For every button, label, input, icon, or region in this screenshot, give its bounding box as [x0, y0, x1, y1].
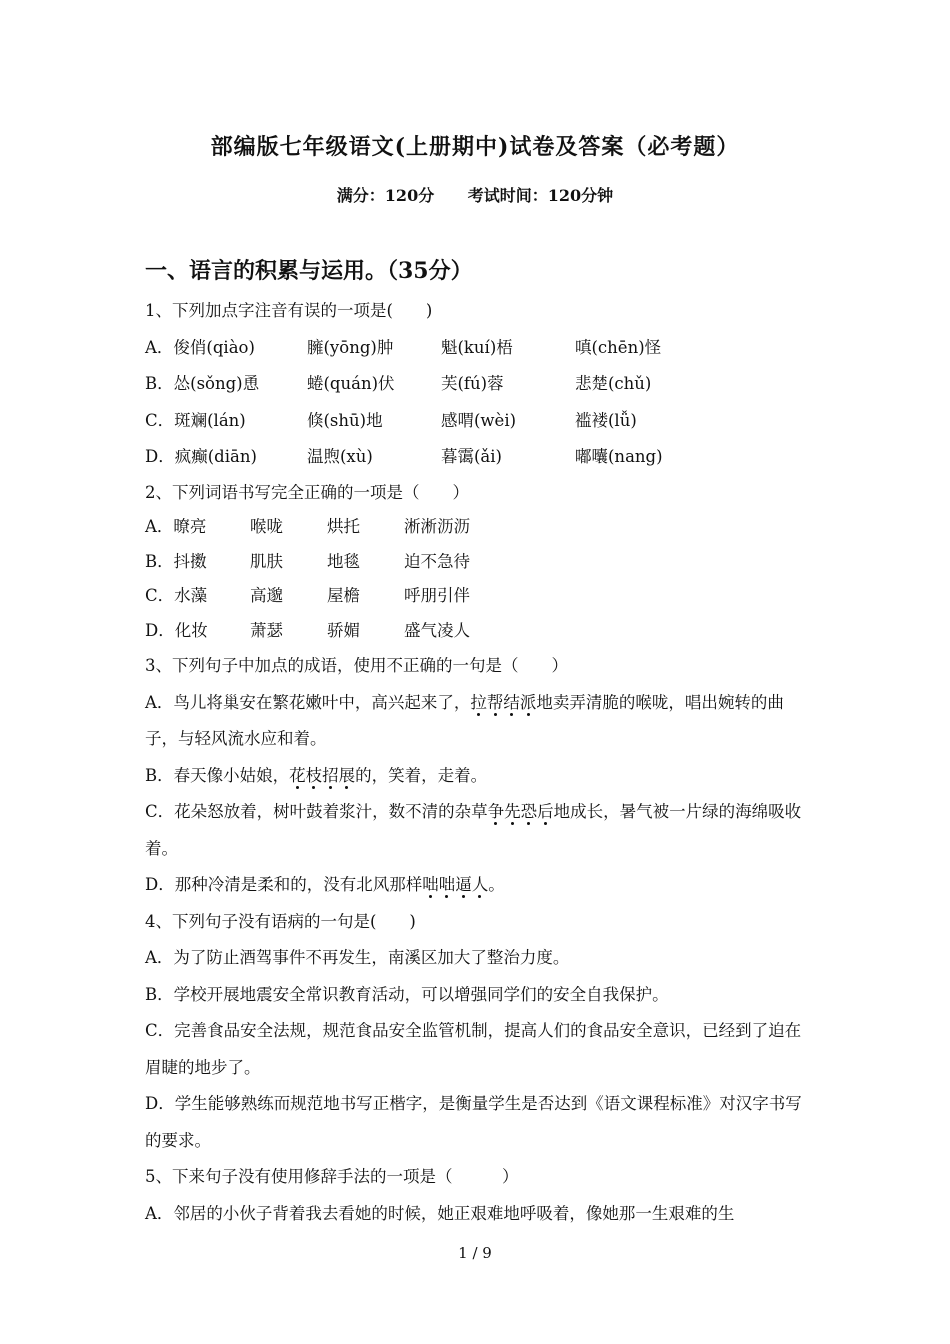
q1-d-4: 嘟囔(nang): [575, 447, 663, 466]
q1-d-2: 温煦(xù): [307, 447, 373, 466]
q3-a-text-1: A．鸟儿将巢安在繁花嫩叶中，高兴起来了，: [145, 692, 471, 712]
q3-b-idiom: [289, 766, 355, 785]
q2-option-c: [145, 579, 810, 614]
q3-a-idiom: [470, 693, 536, 712]
q2-b-4: 迫不急待: [404, 551, 470, 571]
dotted-char: 结: [503, 692, 520, 712]
q2-a-4: 淅淅沥沥: [404, 517, 470, 536]
q2-b-2: 肌肤: [250, 551, 283, 571]
q1-c-3: 感喟(wèi): [441, 410, 517, 430]
dotted-char: 枝: [305, 765, 323, 785]
q2-option-a: [145, 510, 810, 545]
questions: [145, 293, 810, 1232]
q2-b-3: 地毯: [327, 551, 360, 571]
q1-b-1: B．怂(sǒng)恿: [145, 374, 260, 393]
dotted-char: 招: [322, 765, 339, 785]
q2-c-4: 呼朋引伴: [404, 586, 470, 605]
q3-b-text-2: 的，笑着，走着。: [355, 765, 488, 785]
q2-stem: 2、下列词语书写完全正确的一项是（ ）: [145, 482, 469, 502]
q4-option-b: B．学校开展地震安全常识教育活动，可以增强同学们的安全自我保护。: [145, 984, 669, 1004]
q1-d-3: 暮霭(ǎi): [441, 447, 502, 466]
dotted-char: 咄: [422, 875, 439, 894]
q2-d-3: 骄媚: [327, 620, 360, 640]
dotted-char: 帮: [486, 692, 504, 712]
q1-option-d: [145, 439, 810, 476]
q3-option-c: [145, 794, 810, 867]
q1-option-c: [145, 403, 810, 440]
page-title: 部编版七年级语文(上册期中)试卷及答案（必考题）: [210, 134, 740, 160]
page-number: 1 / 9: [458, 1244, 492, 1262]
q2-a-3: 烘托: [327, 517, 360, 536]
q3-a-text-2: 地卖弄清脆的喉咙，唱出婉转的曲子，与轻风流水应和着。: [145, 692, 784, 748]
q3-d-idiom: [422, 875, 488, 894]
exam-info: [0, 183, 950, 206]
q5-stem: 5、下来句子没有使用修辞手法的一项是（ ）: [145, 1167, 519, 1186]
q3-c-idiom: [488, 802, 554, 821]
q2-d-2: 萧瑟: [250, 620, 283, 640]
dotted-char: 花: [289, 765, 306, 785]
q1-b-2: 蜷(quán)伏: [307, 374, 395, 393]
q2-option-b: [145, 545, 810, 580]
q3-option-d: [145, 867, 810, 904]
section-heading: 一、语言的积累与运用。（35分）: [145, 258, 473, 284]
q5-option-a: A．邻居的小伙子背着我去看她的时候，她正艰难地呼吸着，像她那一生艰难的生: [145, 1203, 735, 1223]
q3-d-text-1: D．那种冷清是柔和的，没有北风那样: [145, 875, 423, 894]
q4-stem: 4、下列句子没有语病的一句是( ): [145, 911, 416, 931]
q2-c-2: 高邈: [250, 586, 283, 605]
q3-option-b: [145, 758, 810, 795]
q4-option-d: D．学生能够熟练而规范地书写正楷字，是衡量学生是否达到《语文课程标准》对汉字书写的要求。: [145, 1094, 802, 1150]
exam-time: 考试时间：120分钟: [467, 186, 614, 205]
q2-c-3: 屋檐: [327, 586, 360, 605]
dotted-char: 逼: [455, 875, 472, 894]
dotted-char: 人: [471, 875, 489, 894]
q1-b-4: 悲楚(chǔ): [575, 374, 652, 393]
q1-c-2: 倏(shū)地: [307, 410, 383, 430]
q3-c-text-2: 地成长，暑气被一片绿的海绵吸收着。: [145, 802, 802, 858]
q4-option-c: C．完善食品安全法规，规范食品安全监管机制，提高人们的食品安全意识，已经到了迫在眉睫的地步了。: [145, 1021, 802, 1077]
dotted-char: 咄: [438, 875, 456, 894]
q2-b-1: B．抖擞: [145, 551, 207, 571]
q3-option-a: [145, 685, 810, 758]
q3-d-text-2: 。: [488, 875, 505, 894]
q1-a-2: 臃(yōng)肿: [307, 337, 394, 357]
q1-c-4: 褴褛(lǚ): [575, 410, 637, 430]
dotted-char: 拉: [470, 692, 487, 712]
q1-a-1: A．俊俏(qiào): [145, 337, 255, 357]
q1-d-1: D．疯癫(diān): [145, 447, 257, 466]
dotted-char: 争: [487, 802, 505, 821]
q1-option-a: [145, 330, 810, 367]
dotted-char: 展: [338, 765, 356, 785]
dotted-char: 先: [504, 802, 521, 821]
q4-option-a: A．为了防止酒驾事件不再发生，南溪区加大了整治力度。: [145, 948, 570, 967]
q2-c-1: C．水藻: [145, 586, 208, 605]
q1-c-1: C．斑斓(lán): [145, 410, 246, 430]
q1-b-3: 芙(fú)蓉: [441, 374, 504, 393]
dotted-char: 后: [537, 802, 554, 821]
q2-a-2: 喉咙: [250, 517, 283, 536]
q2-d-4: 盛气凌人: [404, 620, 470, 640]
q1-option-b: [145, 366, 810, 403]
q1-a-3: 魁(kuí)梧: [441, 337, 513, 357]
dotted-char: 恐: [520, 802, 538, 821]
q3-c-text-1: C．花朵怒放着，树叶鼓着浆汁，数不清的杂草: [145, 802, 488, 821]
q2-d-1: D．化妆: [145, 620, 208, 640]
q1-stem: 1、下列加点字注音有误的一项是( ): [145, 301, 433, 320]
q3-b-text-1: B．春天像小姑娘，: [145, 765, 290, 785]
full-score: 满分：120分: [336, 186, 435, 205]
q1-a-4: 嗔(chēn)怪: [575, 337, 662, 357]
dotted-char: 派: [519, 692, 537, 712]
q2-a-1: A．暸亮: [145, 517, 207, 536]
q3-stem: 3、下列句子中加点的成语，使用不正确的一句是（ ）: [145, 656, 568, 675]
q2-option-d: [145, 614, 810, 649]
